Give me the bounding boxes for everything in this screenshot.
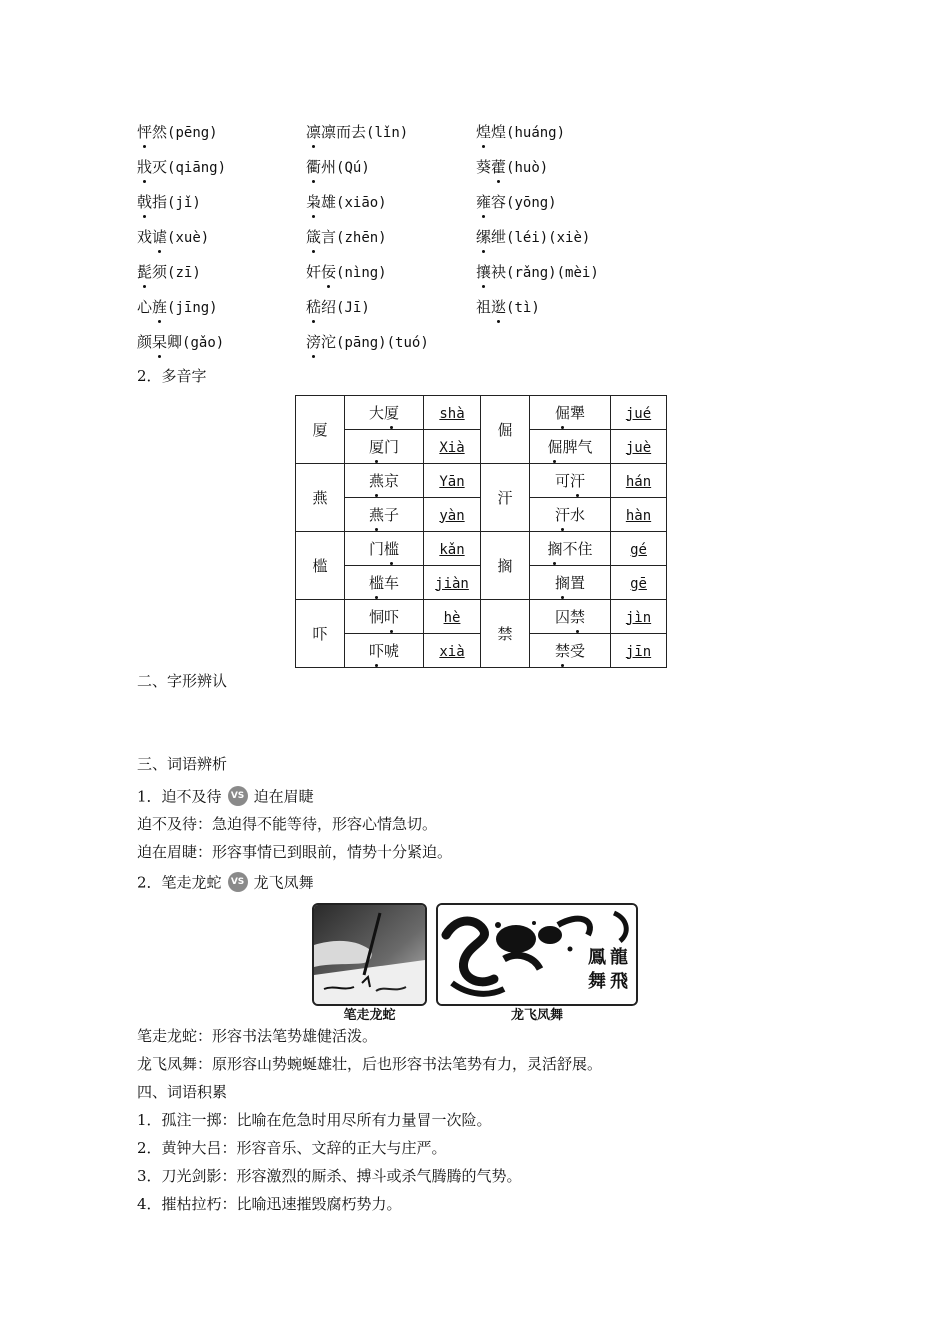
emphasized-word: 倔脾气 (547, 438, 593, 456)
pinyin-cell (424, 430, 481, 464)
emphasized-word: 攘袂 (476, 263, 507, 281)
emphasized-word: 槛车 (368, 574, 400, 592)
pinyin-entry (137, 332, 224, 353)
dotted-character: 汗 (554, 506, 570, 524)
dotted-character: 雍 (476, 193, 492, 211)
definition-line: 迫不及待：急迫得不能等待，形容心情急切。 (137, 815, 438, 833)
dotted-character: 倔 (547, 438, 563, 456)
vs-icon: VS (228, 786, 248, 806)
emphasized-word: 枭雄 (306, 193, 337, 211)
pinyin-reading: (xuè) (167, 230, 210, 246)
pinyin-cell (424, 498, 481, 532)
dotted-character: 戕 (137, 158, 153, 176)
pinyin-answer: hán (625, 473, 652, 490)
example-word-cell (345, 464, 424, 498)
pinyin-cell (611, 532, 667, 566)
emphasized-word: 凛凛而去 (306, 123, 367, 141)
pinyin-reading: (jǐ) (167, 195, 201, 211)
pinyin-entry (306, 157, 370, 178)
dotted-character: 枭 (306, 193, 322, 211)
idiom-item: 2．黄钟大吕：形容音乐、文辞的正大与庄严。 (137, 1139, 447, 1157)
dotted-character: 杲 (152, 333, 168, 351)
emphasized-word: 衢州 (306, 158, 337, 176)
dotted-character: 谑 (152, 228, 168, 246)
calligraphy-char: 鳳 (588, 947, 606, 968)
duoyin-heading: 2．多音字 (137, 367, 207, 385)
dotted-character: 嵇 (306, 298, 322, 316)
pinyin-answer: hàn (625, 507, 652, 524)
calligraphy-artwork-image (436, 903, 638, 1006)
emphasized-word: 颜杲卿 (137, 333, 183, 351)
pinyin-entry (137, 262, 201, 283)
emphasized-word: 搁不住 (547, 540, 593, 558)
emphasized-word: 髭须 (137, 263, 168, 281)
pinyin-reading: (huò) (506, 160, 549, 176)
dotted-character: 怦 (137, 123, 153, 141)
example-word-cell (530, 430, 611, 464)
dotted-character: 佞 (321, 263, 337, 281)
pinyin-answer: jué (625, 405, 652, 422)
polyphonic-character: 搁 (481, 532, 530, 600)
example-word-cell (530, 532, 611, 566)
emphasized-word: 厦门 (368, 438, 400, 456)
pinyin-cell (611, 430, 667, 464)
vs-icon: VS (228, 872, 248, 892)
pinyin-entry (137, 122, 218, 143)
pinyin-answer: gé (630, 541, 647, 558)
example-word-cell (345, 498, 424, 532)
dotted-character: 煌 (476, 123, 492, 141)
pinyin-answer: kǎn (439, 541, 465, 558)
pinyin-entry (476, 122, 565, 143)
emphasized-word: 怦然 (137, 123, 168, 141)
pinyin-reading: (Jī) (336, 300, 370, 316)
polyphonic-character-table (295, 395, 667, 668)
dotted-character: 厦 (384, 404, 400, 422)
emphasized-word: 囚禁 (554, 608, 586, 626)
example-word-cell (530, 396, 611, 430)
emphasized-word: 可汗 (554, 472, 586, 490)
definition-line: 龙飞凤舞：原形容山势蜿蜒雄壮，后也形容书法笔势有力，灵活舒展。 (137, 1055, 603, 1073)
emphasized-word: 煌煌 (476, 123, 507, 141)
pinyin-cell (424, 396, 481, 430)
dotted-character: 槛 (368, 574, 384, 592)
pinyin-cell (424, 532, 481, 566)
emphasized-word: 大厦 (368, 404, 400, 422)
pinyin-reading: (jīng) (167, 300, 218, 316)
pinyin-answer: jiàn (435, 575, 469, 592)
pinyin-cell (611, 600, 667, 634)
pinyin-entry (476, 157, 548, 178)
dotted-character: 燕 (368, 472, 384, 490)
dotted-character: 倔 (554, 404, 570, 422)
calligraphy-hand-photo (312, 903, 427, 1006)
photo-caption-right: 龙飞凤舞 (510, 1008, 563, 1023)
pinyin-answer: juè (625, 439, 652, 456)
polyphonic-character: 禁 (481, 600, 530, 668)
dotted-character: 髭 (137, 263, 153, 281)
table-row (296, 396, 667, 430)
emphasized-word: 恫吓 (368, 608, 400, 626)
polyphonic-character: 吓 (296, 600, 345, 668)
table-row (296, 600, 667, 634)
dotted-character: 搁 (547, 540, 563, 558)
dotted-character: 攘 (476, 263, 492, 281)
example-word-cell (345, 532, 424, 566)
dotted-character: 吓 (384, 608, 400, 626)
emphasized-word: 缧绁 (476, 228, 507, 246)
idiom-item: 4．摧枯拉朽：比喻迅速摧毁腐朽势力。 (137, 1195, 402, 1213)
dotted-character: 厦 (368, 438, 384, 456)
pinyin-entry (306, 192, 387, 213)
emphasized-word: 戏谑 (137, 228, 168, 246)
calligraphy-char: 飛 (610, 971, 628, 992)
pinyin-reading: (yōng) (506, 195, 557, 211)
polyphonic-character: 厦 (296, 396, 345, 464)
dotted-character: 藿 (491, 158, 507, 176)
comparison-pair-1 (137, 786, 314, 809)
pinyin-reading: (qiāng) (167, 160, 227, 176)
pinyin-entry (476, 192, 557, 213)
pinyin-cell (611, 566, 667, 600)
pinyin-entry (476, 262, 599, 283)
pinyin-entry (476, 297, 540, 318)
pinyin-entry (306, 227, 387, 248)
emphasized-word: 嵇绍 (306, 298, 337, 316)
example-word-cell (530, 498, 611, 532)
section-4-title: 四、词语积累 (137, 1083, 228, 1101)
pinyin-reading: (lǐn) (366, 125, 409, 141)
example-word-cell (345, 430, 424, 464)
polyphonic-character: 槛 (296, 532, 345, 600)
dotted-character: 汗 (570, 472, 586, 490)
polyphonic-character: 倔 (481, 396, 530, 464)
pinyin-entry (137, 157, 226, 178)
pinyin-entry (306, 297, 370, 318)
dotted-character: 旌 (152, 298, 168, 316)
emphasized-word: 门槛 (368, 540, 400, 558)
pinyin-entry (306, 122, 408, 143)
dotted-character: 缧 (476, 228, 492, 246)
dotted-character: 滂 (306, 333, 322, 351)
emphasized-word: 汗水 (554, 506, 586, 524)
emphasized-word: 奸佞 (306, 263, 337, 281)
pinyin-entry (476, 227, 590, 248)
pinyin-reading: (pēng) (167, 125, 218, 141)
pair-term-a: 笔走龙蛇 (161, 873, 222, 892)
example-word-cell (530, 464, 611, 498)
pinyin-cell (424, 464, 481, 498)
polyphonic-character: 汗 (481, 464, 530, 532)
definition-line: 笔走龙蛇：形容书法笔势雄健活泼。 (137, 1027, 378, 1045)
emphasized-word: 滂沱 (306, 333, 337, 351)
pair-term-a: 迫不及待 (161, 787, 222, 806)
pair-term-b: 龙飞凤舞 (253, 873, 314, 892)
emphasized-word: 禁受 (554, 642, 586, 660)
section-2-title: 二、字形辨认 (137, 672, 228, 690)
pinyin-entry (137, 227, 209, 248)
emphasized-word: 吓唬 (368, 642, 400, 660)
dotted-character: 衢 (306, 158, 322, 176)
pinyin-reading: (zhēn) (336, 230, 387, 246)
pinyin-cell (424, 634, 481, 668)
pinyin-cell (611, 634, 667, 668)
pinyin-cell (424, 566, 481, 600)
pinyin-reading: (tì) (506, 300, 540, 316)
dotted-character: 禁 (570, 608, 586, 626)
emphasized-word: 戟指 (137, 193, 168, 211)
dotted-character: 逖 (491, 298, 507, 316)
comparison-pair-2 (137, 872, 314, 895)
pinyin-cell (611, 498, 667, 532)
dotted-character: 搁 (554, 574, 570, 592)
pinyin-reading: (zī) (167, 265, 201, 281)
emphasized-word: 祖逖 (476, 298, 507, 316)
pinyin-reading: (xiāo) (336, 195, 387, 211)
pinyin-cell (424, 600, 481, 634)
calligraphy-char: 龍 (610, 947, 628, 968)
pinyin-reading: (Qú) (336, 160, 370, 176)
calligraphy-char: 舞 (588, 971, 606, 992)
pinyin-cell (611, 396, 667, 430)
pinyin-answer: shà (439, 405, 465, 422)
pinyin-answer: xià (439, 643, 465, 660)
pinyin-entry (306, 262, 387, 283)
idiom-item: 3．刀光剑影：形容激烈的厮杀、搏斗或杀气腾腾的气势。 (137, 1167, 522, 1185)
pinyin-answer: hè (443, 609, 461, 626)
table-row (296, 532, 667, 566)
example-word-cell (345, 396, 424, 430)
example-word-cell (345, 566, 424, 600)
pinyin-reading: (huáng) (506, 125, 566, 141)
pinyin-cell (611, 464, 667, 498)
pinyin-answer: jīn (625, 643, 652, 660)
emphasized-word: 心旌 (137, 298, 168, 316)
pinyin-reading: (léi)(xiè) (506, 230, 591, 246)
dotted-character: 凛 (306, 123, 322, 141)
dotted-character: 槛 (384, 540, 400, 558)
pinyin-answer: Xià (439, 439, 465, 456)
dotted-character: 箴 (306, 228, 322, 246)
pinyin-reading: (rǎng)(mèi) (506, 265, 599, 281)
emphasized-word: 箴言 (306, 228, 337, 246)
pinyin-entry (306, 332, 429, 353)
pinyin-entry (137, 297, 218, 318)
pinyin-answer: Yān (439, 473, 465, 490)
definition-line: 迫在眉睫：形容事情已到眼前，情势十分紧迫。 (137, 843, 453, 861)
section-3-title: 三、词语辨析 (137, 755, 228, 773)
emphasized-word: 燕京 (368, 472, 400, 490)
example-word-cell (345, 634, 424, 668)
pair-term-b: 迫在眉睫 (253, 787, 314, 806)
emphasized-word: 倔犟 (554, 404, 586, 422)
emphasized-word: 搁置 (554, 574, 586, 592)
example-word-cell (530, 566, 611, 600)
dotted-character: 禁 (554, 642, 570, 660)
pair-number: 1． (137, 787, 162, 806)
dotted-character: 吓 (368, 642, 384, 660)
example-word-cell (530, 634, 611, 668)
pinyin-entry (137, 192, 201, 213)
emphasized-word: 燕子 (368, 506, 400, 524)
photo-caption-left: 笔走龙蛇 (343, 1008, 396, 1023)
dotted-character: 燕 (368, 506, 384, 524)
emphasized-word: 葵藿 (476, 158, 507, 176)
pinyin-reading: (gǎo) (182, 335, 225, 351)
emphasized-word: 雍容 (476, 193, 507, 211)
polyphonic-character: 燕 (296, 464, 345, 532)
pair-number: 2． (137, 873, 162, 892)
table-row (296, 464, 667, 498)
emphasized-word: 戕灭 (137, 158, 168, 176)
idiom-item: 1．孤注一掷：比喻在危急时用尽所有力量冒一次险。 (137, 1111, 492, 1129)
pinyin-reading: (nìng) (336, 265, 387, 281)
pinyin-answer: gē (630, 575, 647, 592)
dotted-character: 戟 (137, 193, 153, 211)
example-word-cell (530, 600, 611, 634)
pinyin-answer: yàn (439, 507, 465, 524)
pinyin-answer: jìn (625, 609, 652, 626)
example-word-cell (345, 600, 424, 634)
pinyin-reading: (pāng)(tuó) (336, 335, 429, 351)
